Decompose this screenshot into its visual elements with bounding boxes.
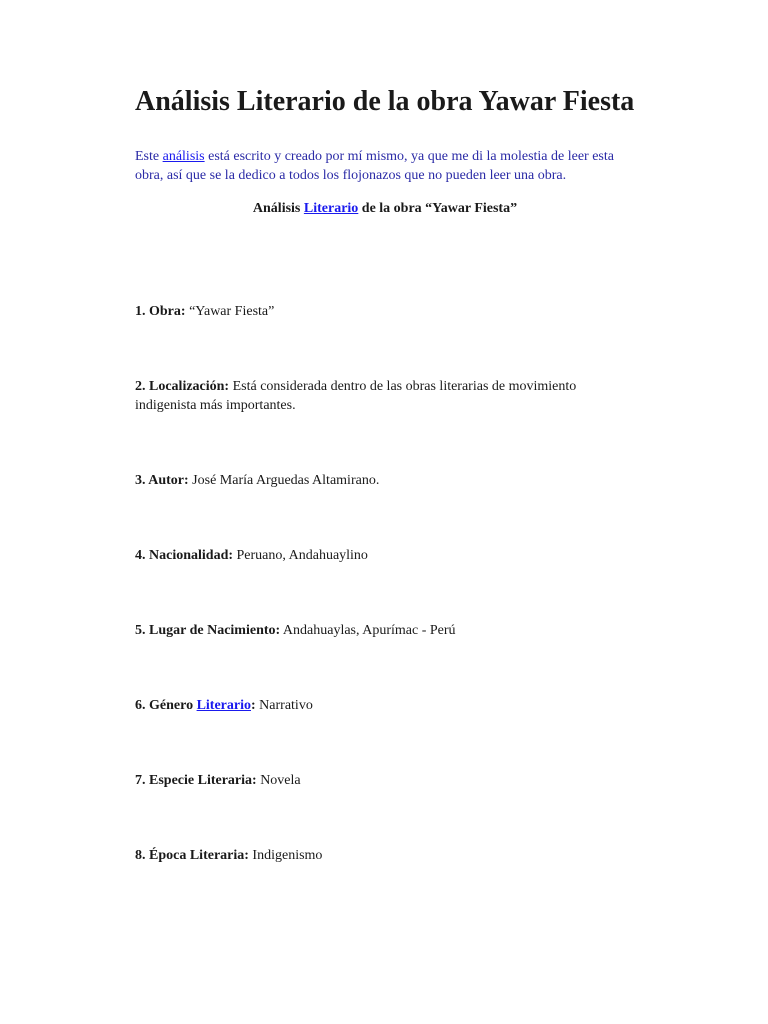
item-label: 7. Especie Literaria: bbox=[135, 773, 257, 788]
section-subtitle bbox=[135, 199, 635, 218]
document-title: Análisis Literario de la obra Yawar Fiesta bbox=[135, 86, 635, 117]
item-value: “Yawar Fiesta” bbox=[185, 304, 275, 319]
item-label-pre: 6. Género bbox=[135, 698, 197, 713]
list-item-lugar-nacimiento bbox=[135, 621, 605, 640]
list-item-autor bbox=[135, 471, 605, 490]
literario-link[interactable]: Literario bbox=[303, 201, 359, 216]
intro-paragraph bbox=[135, 147, 635, 185]
list-item-epoca bbox=[135, 846, 605, 865]
item-label: 3. Autor: bbox=[135, 473, 189, 488]
list-item-localizacion bbox=[135, 377, 605, 415]
genero-literario-link[interactable]: Literario bbox=[196, 698, 251, 713]
list-item-especie bbox=[135, 771, 605, 790]
item-label: 2. Localización: bbox=[135, 379, 230, 394]
item-value: Indigenismo bbox=[248, 848, 323, 863]
analisis-link[interactable]: análisis bbox=[162, 149, 205, 164]
subtitle-text-pre: Análisis bbox=[252, 201, 304, 216]
document-page bbox=[135, 84, 635, 218]
item-value: Novela bbox=[256, 773, 301, 788]
item-value: Está considerada dentro de las obras literarias de movimiento indigenista más importantes. bbox=[135, 379, 577, 413]
item-value: Narrativo bbox=[255, 698, 313, 713]
list-item-genero bbox=[135, 696, 605, 715]
subtitle-text-post: de la obra “Yawar Fiesta” bbox=[358, 201, 518, 216]
item-label: 1. Obra: bbox=[135, 304, 186, 319]
item-label-post: : bbox=[251, 698, 256, 713]
item-value: Andahuaylas, Apurímac - Perú bbox=[280, 623, 456, 638]
item-label: 4. Nacionalidad: bbox=[135, 548, 234, 563]
item-label: 5. Lugar de Nacimiento: bbox=[135, 623, 281, 638]
item-value: José María Arguedas Altamirano. bbox=[188, 473, 380, 488]
list-item-obra bbox=[135, 302, 605, 321]
intro-text-post: está escrito y creado por mí mismo, ya que me di la molestia de leer esta obra, así que se la dedico a todos los flojonazos que no pueden leer una obra. bbox=[135, 149, 614, 183]
intro-text-pre: Este bbox=[135, 149, 163, 164]
item-value: Peruano, Andahuaylino bbox=[233, 548, 368, 563]
list-item-nacionalidad bbox=[135, 546, 605, 565]
item-label: 8. Época Literaria: bbox=[135, 848, 249, 863]
